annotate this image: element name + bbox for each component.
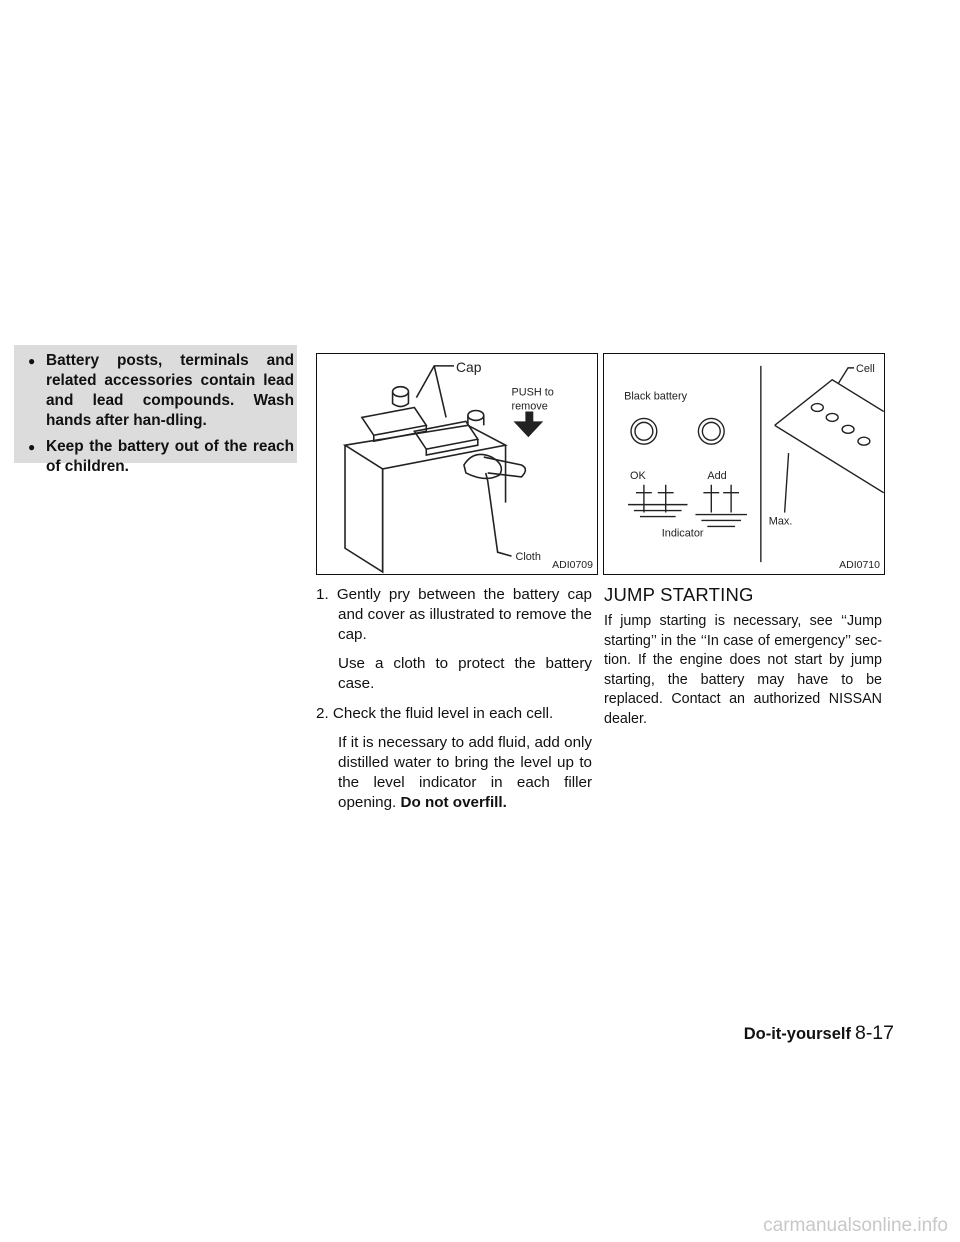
step-text: Check the fluid level in each cell. [332,705,554,722]
bullet-icon: ● [28,440,36,454]
step-note: Use a cloth to protect the battery case. [338,655,592,692]
max-label: Max. [768,515,793,528]
cell-label: Cell [855,362,875,375]
indicator-label: Indicator [661,527,704,540]
bullet-icon: ● [28,354,36,368]
step-item [316,704,592,813]
black-battery-label: Black battery [624,390,688,403]
warning-text: Keep the battery out of the reach of children. [46,438,294,475]
push-label: PUSH to [511,386,554,399]
battery-cap-illustration [317,354,597,574]
battery-cap-figure [316,353,598,575]
warning-item [22,351,294,431]
figure-code: ADI0710 [839,559,880,571]
page-number: 8-17 [854,1022,894,1044]
step-number: 1. [316,586,329,603]
page-footer [744,1022,894,1045]
step-text: Gently pry between the battery cap and cover as illustrated to remove the cap. [336,586,592,643]
warning-text: Battery posts, terminals and related accessories contain lead and lead compounds. Wash hands after han-dling. [46,352,294,429]
warning-item [22,437,294,477]
fluid-level-illustration [604,354,884,574]
step-note [316,733,592,813]
ok-label: OK [630,469,646,482]
warning-list [22,351,294,483]
step-item [316,585,592,694]
add-label: Add [707,469,727,482]
section-title: JUMP STARTING [604,584,754,605]
cap-label: Cap [456,358,482,375]
step-number: 2. [316,705,329,722]
fluid-level-figure [603,353,885,575]
watermark: carmanualsonline.info [763,1215,948,1236]
step-note-text: If it is necessary to add fluid, add only distilled water to bring the level up to the level indicator in each filler opening. [338,734,592,811]
cloth-label: Cloth [515,551,541,564]
procedure-steps [316,585,592,823]
section-body: If jump starting is necessary, see ‘‘Jump starting’’ in the ‘‘In case of emergency’’ sec-tion. If the engine does not start by jump starting, the battery may have to be replaced. Contact an authorized NISSAN dealer. [604,613,882,727]
figure-code: ADI0709 [552,559,593,571]
footer-section-name: Do-it-yourself [743,1025,851,1043]
step-note-warning: Do not overfill. [400,794,507,811]
remove-label: remove [511,400,548,413]
